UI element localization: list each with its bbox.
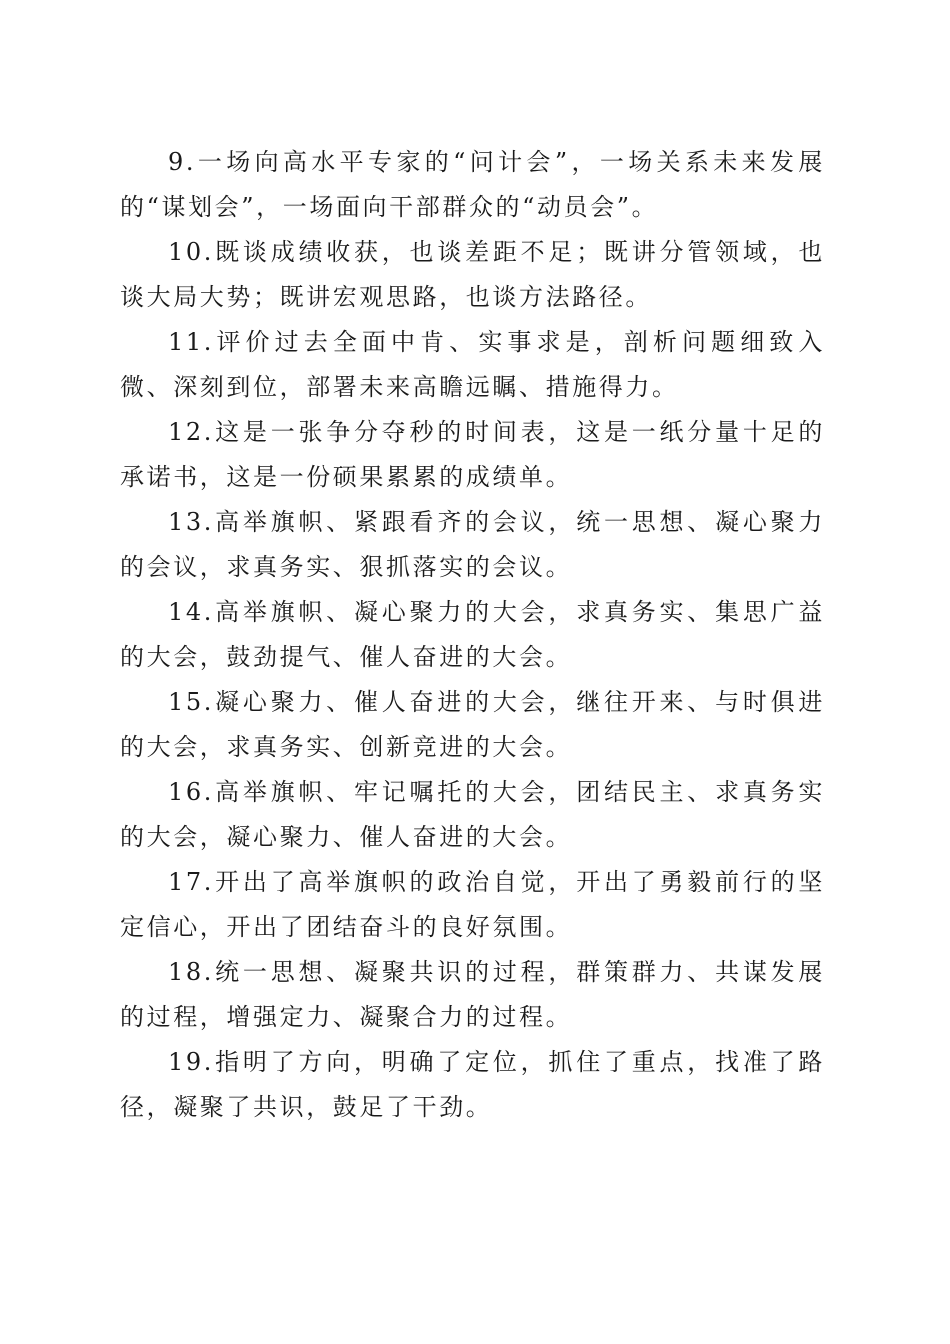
document-body: [120, 140, 825, 1130]
paragraph-10: 10.既谈成绩收获，也谈差距不足；既讲分管领域，也谈大局大势；既讲宏观思路，也谈方法路径。: [120, 238, 825, 311]
paragraph-12: 12.这是一张争分夺秒的时间表，这是一纸分量十足的承诺书，这是一份硕果累累的成绩单。: [120, 418, 825, 491]
paragraph-19: 19.指明了方向，明确了定位，抓住了重点，找准了路径，凝聚了共识，鼓足了干劲。: [120, 1048, 825, 1121]
paragraph-9: 9.一场向高水平专家的“问计会”，一场关系未来发展的“谋划会”，一场面向干部群众的“动员会”。: [120, 148, 825, 221]
paragraph-16: 16.高举旗帜、牢记嘱托的大会，团结民主、求真务实的大会，凝心聚力、催人奋进的大会。: [120, 778, 825, 851]
paragraph-15: 15.凝心聚力、催人奋进的大会，继往开来、与时俱进的大会，求真务实、创新竞进的大会。: [120, 688, 825, 761]
paragraph-18: 18.统一思想、凝聚共识的过程，群策群力、共谋发展的过程，增强定力、凝聚合力的过程。: [120, 958, 825, 1031]
paragraph-14: 14.高举旗帜、凝心聚力的大会，求真务实、集思广益的大会，鼓劲提气、催人奋进的大会。: [120, 598, 825, 671]
paragraph-11: 11.评价过去全面中肯、实事求是，剖析问题细致入微、深刻到位，部署未来高瞻远瞩、措施得力。: [120, 328, 825, 401]
paragraph-17: 17.开出了高举旗帜的政治自觉，开出了勇毅前行的坚定信心，开出了团结奋斗的良好氛围。: [120, 868, 825, 941]
paragraph-13: 13.高举旗帜、紧跟看齐的会议，统一思想、凝心聚力的会议，求真务实、狠抓落实的会议。: [120, 508, 825, 581]
